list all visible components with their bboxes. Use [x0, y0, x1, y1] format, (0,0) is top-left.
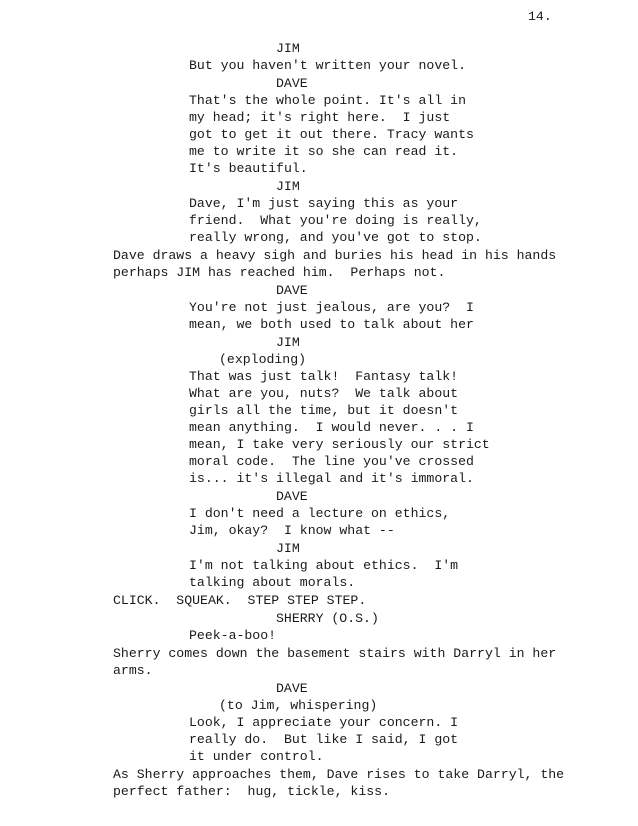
dialogue-line: That was just talk! Fantasy talk!: [189, 369, 459, 384]
action-line: perfect father: hug, tickle, kiss.: [113, 784, 390, 799]
page-number: 14.: [528, 9, 552, 24]
dialogue-line: my head; it's right here. I just: [189, 110, 451, 125]
dialogue-line: Look, I appreciate your concern. I: [189, 715, 459, 730]
dialogue-line: What are you, nuts? We talk about: [189, 386, 459, 401]
character-cue: DAVE: [276, 283, 308, 298]
dialogue-line: But you haven't written your novel.: [189, 58, 466, 73]
dialogue-line: mean, we both used to talk about her: [189, 317, 474, 332]
action-line: Sherry comes down the basement stairs with Darryl in her: [113, 646, 557, 661]
dialogue-line: friend. What you're doing is really,: [189, 213, 482, 228]
dialogue-line: I'm not talking about ethics. I'm: [189, 558, 459, 573]
dialogue-line: I don't need a lecture on ethics,: [189, 506, 451, 521]
dialogue-line: moral code. The line you've crossed: [189, 454, 474, 469]
character-cue: JIM: [276, 41, 300, 56]
dialogue-line: That's the whole point. It's all in: [189, 93, 466, 108]
action-line: arms.: [113, 663, 153, 678]
dialogue-line: Jim, okay? I know what --: [189, 523, 395, 538]
character-cue: JIM: [276, 179, 300, 194]
character-cue: JIM: [276, 335, 300, 350]
dialogue-line: me to write it so she can read it.: [189, 144, 459, 159]
dialogue-line: You're not just jealous, are you? I: [189, 300, 474, 315]
action-line: As Sherry approaches them, Dave rises to take Darryl, the: [113, 767, 565, 782]
dialogue-line: girls all the time, but it doesn't: [189, 403, 459, 418]
action-line: perhaps JIM has reached him. Perhaps not.: [113, 265, 446, 280]
dialogue-line: mean anything. I would never. . . I: [189, 420, 474, 435]
dialogue-line: mean, I take very seriously our strict: [189, 437, 490, 452]
dialogue-line: got to get it out there. Tracy wants: [189, 127, 474, 142]
character-cue: DAVE: [276, 489, 308, 504]
parenthetical: (to Jim, whispering): [219, 698, 378, 713]
action-line: Dave draws a heavy sigh and buries his head in his hands: [113, 248, 557, 263]
dialogue-line: It's beautiful.: [189, 161, 308, 176]
parenthetical: (exploding): [219, 352, 307, 367]
character-cue: DAVE: [276, 76, 308, 91]
action-line: CLICK. SQUEAK. STEP STEP STEP.: [113, 593, 367, 608]
character-cue: SHERRY (O.S.): [276, 611, 379, 626]
dialogue-line: really wrong, and you've got to stop.: [189, 230, 482, 245]
dialogue-line: Peek-a-boo!: [189, 628, 277, 643]
character-cue: DAVE: [276, 681, 308, 696]
dialogue-line: really do. But like I said, I got: [189, 732, 459, 747]
character-cue: JIM: [276, 541, 300, 556]
dialogue-line: it under control.: [189, 749, 324, 764]
dialogue-line: is... it's illegal and it's immoral.: [189, 471, 474, 486]
dialogue-line: talking about morals.: [189, 575, 356, 590]
dialogue-line: Dave, I'm just saying this as your: [189, 196, 459, 211]
